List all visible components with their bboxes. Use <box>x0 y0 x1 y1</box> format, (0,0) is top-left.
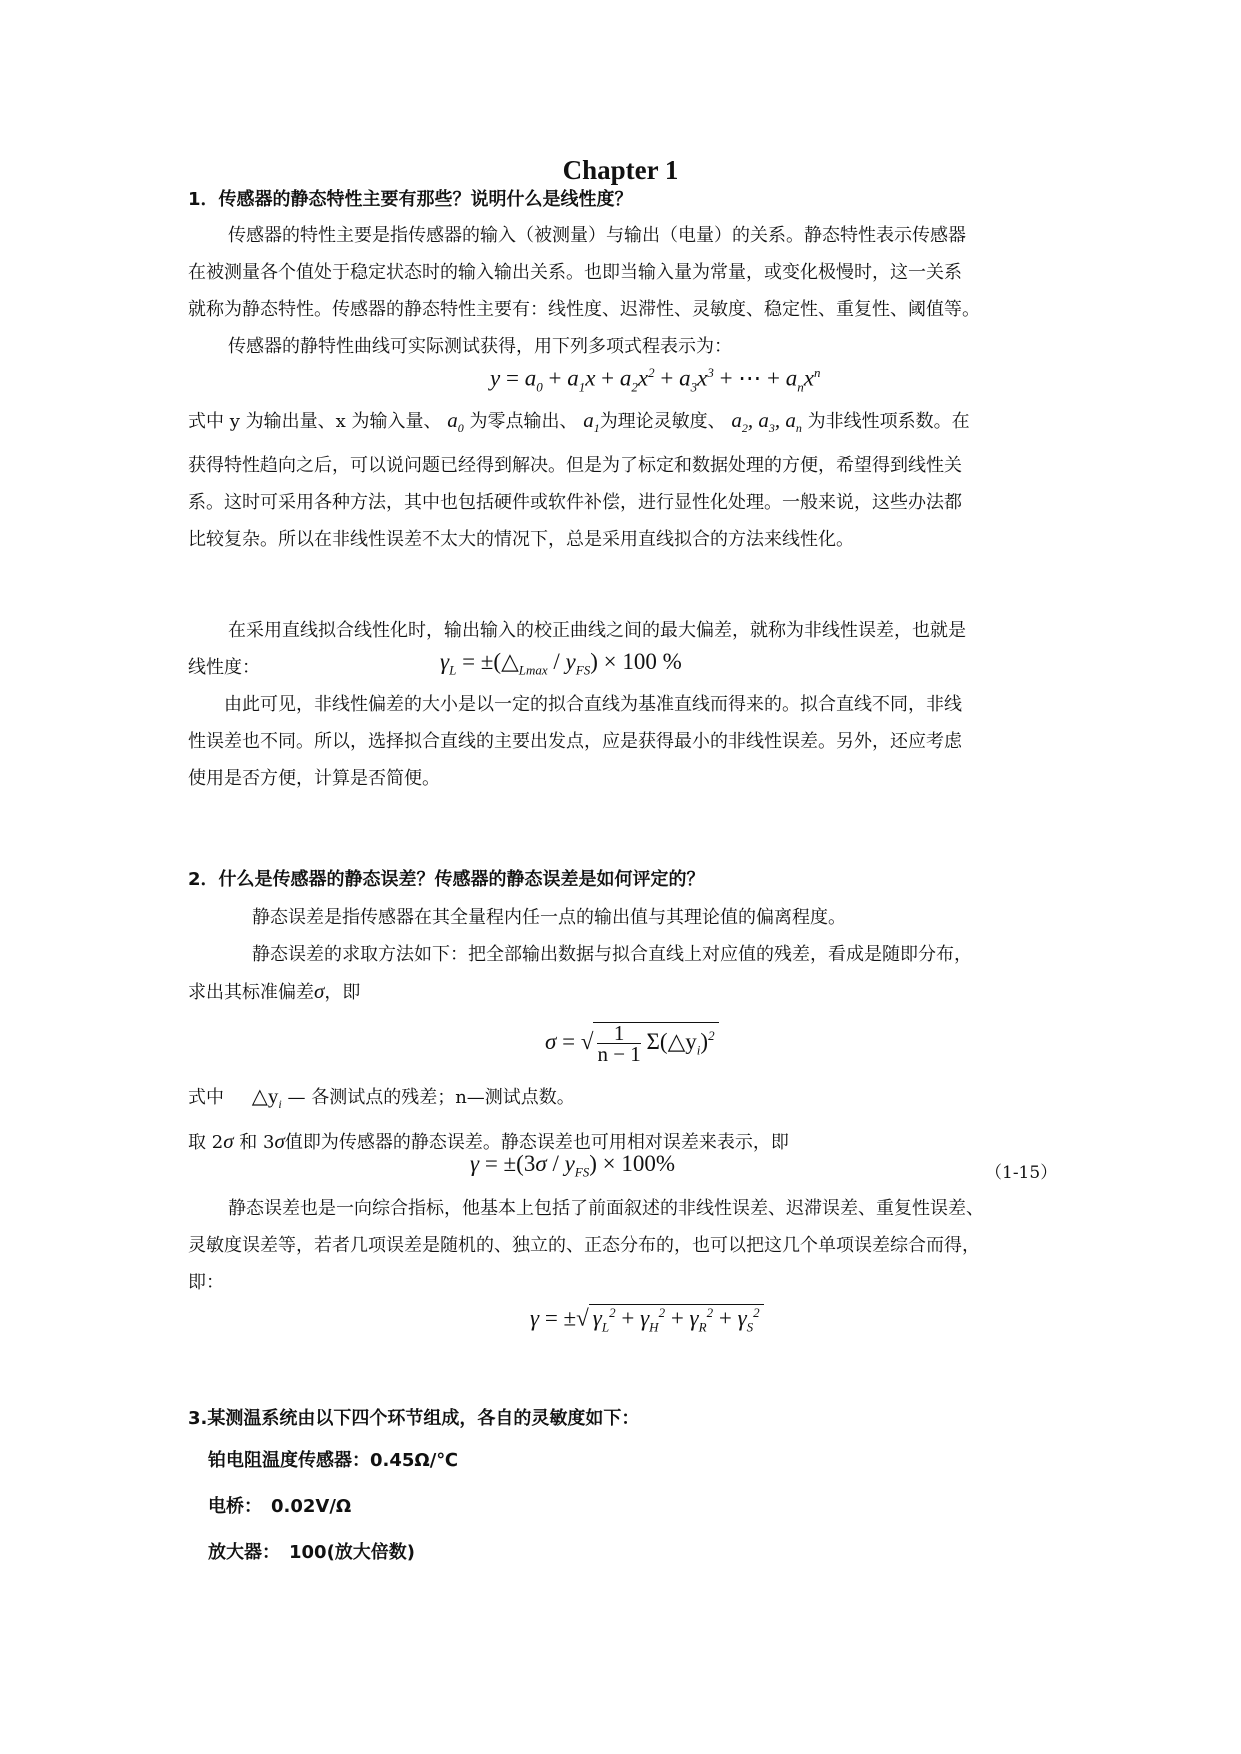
polynomial-equation: $y = a_0 + a_1x + a_2x^2 + a_3x^3$ + ⋯ + $a_nx^n$ <box>490 365 821 395</box>
text-span: 式中 y 为输出量、x 为输入量、 <box>188 411 442 432</box>
math-delta-y: $\triangle y_i$ <box>251 1084 282 1112</box>
text-span: — 各测试点的残差；n—测试点数。 <box>287 1087 575 1108</box>
question-3-heading: 3.某测温系统由以下四个环节组成，各自的灵敏度如下： <box>188 1408 640 1429</box>
q1-paragraph-1 <box>188 217 1128 328</box>
text-line: 传感器的静特性曲线可实际测试获得，用下列多项式程表示为： <box>228 336 732 357</box>
text-line: 传感器的特性主要是指传感器的输入（被测量）与输出（电量）的关系。静态特性表示传感器 <box>228 225 966 246</box>
text-line <box>188 973 1128 1011</box>
linearity-equation: $\gamma_L$ = $\pm(\triangle_{Lmax} / y_{FS}) \times 100$ % <box>440 649 682 678</box>
text-span: 为理论灵敏度、 <box>599 411 726 432</box>
text-line: 就称为静态特性。传感器的静态特性主要有：线性度、迟滞性、灵敏度、稳定性、重复性、阈值等。 <box>188 299 980 320</box>
question-1-heading: 1．传感器的静态特性主要有那些？说明什么是线性度？ <box>188 189 633 210</box>
text-span: 式中 <box>188 1087 224 1108</box>
std-deviation-equation: σ = √ $\frac{1}{n - 1}$ $\Sigma(\triangle y_i)^2$ <box>545 1022 719 1064</box>
text-line: 在被测量各个值处于稳定状态时的输入输出关系。也即当输入量为常量，或变化极慢时，这一关系 <box>188 262 962 283</box>
text-line: 使用是否方便，计算是否简便。 <box>188 768 440 789</box>
q2-paragraph-5 <box>188 1190 1128 1301</box>
chapter-title: Chapter 1 <box>562 155 679 185</box>
q1-paragraph-3 <box>188 402 1128 558</box>
q3-items <box>188 1438 1128 1576</box>
text-span: 为非线性项系数。在 <box>807 411 970 432</box>
text-line: 性误差也不同。所以，选择拟合直线的主要出发点，应是获得最小的非线性误差。另外，还应考虑 <box>188 731 962 752</box>
math-sigma: σ <box>274 1129 285 1154</box>
relative-error-equation: $\gamma = \pm(3\sigma / y_{FS}) \times 100\%$ <box>470 1151 676 1180</box>
text-line <box>188 1078 1128 1123</box>
text-line: 由此可见，非线性偏差的大小是以一定的拟合直线为基准直线而得来的。拟合直线不同，非线 <box>224 694 962 715</box>
text-span: 为零点输出、 <box>469 411 578 432</box>
math-a0: $a_0$ <box>447 408 464 436</box>
text-span: 和 3 <box>239 1132 275 1154</box>
text-line: 即： <box>188 1272 224 1293</box>
text-span: 求出其标准偏差 <box>188 982 314 1003</box>
text-line: 系。这时可采用各种方法，其中也包括硬件或软件补偿，进行显性化处理。一般来说，这些办法都 <box>188 492 962 514</box>
text-span: 取 2 <box>188 1132 224 1154</box>
list-item: 电桥： 0.02V/Ω <box>208 1496 352 1517</box>
text-line: 在采用直线拟合线性化时，输出输入的校正曲线之间的最大偏差，就称为非线性误差，也就是 <box>228 620 966 641</box>
text-line: 静态误差也是一向综合指标，他基本上包括了前面叙述的非线性误差、迟滞误差、重复性误差、 <box>228 1198 984 1219</box>
math-sigma: σ <box>314 979 325 1003</box>
list-item: 铂电阻温度传感器：0.45Ω/℃ <box>208 1450 459 1471</box>
math-a1: $a_1$ <box>583 408 600 436</box>
combined-error-equation: γ = ±√ $\gamma_L^2 + \gamma_H^2 + \gamma_R^2 + \gamma_S^2$ <box>530 1304 764 1335</box>
text-line: 灵敏度误差等，若者几项误差是随机的、独立的、正态分布的，也可以把这几个单项误差综合而得， <box>188 1235 980 1256</box>
q1-paragraph-5 <box>188 686 1128 797</box>
text-line: 静态误差的求取方法如下：把全部输出数据与拟合直线上对应值的残差，看成是随即分布， <box>252 944 972 965</box>
text-line: 线性度： <box>188 657 260 678</box>
question-2-heading: 2．什么是传感器的静态误差？传感器的静态误差是如何评定的？ <box>188 869 705 890</box>
equation-number: （1-15） <box>985 1163 1058 1183</box>
text-line: 静态误差是指传感器在其全量程内任一点的输出值与其理论值的偏离程度。 <box>252 907 846 928</box>
text-line <box>188 402 1128 447</box>
list-item: 放大器： 100(放大倍数) <box>208 1542 416 1563</box>
text-span: 值即为传感器的静态误差。静态误差也可用相对误差来表示，即 <box>284 1132 789 1154</box>
q1-paragraph-2 <box>188 328 1128 365</box>
text-line: 比较复杂。所以在非线性误差不太大的情况下，总是采用直线拟合的方法来线性化。 <box>188 529 854 551</box>
q2-paragraph-1 <box>188 899 1128 1011</box>
math-sigma: σ <box>223 1129 234 1154</box>
text-span: ，即 <box>324 982 361 1003</box>
text-line: 获得特性趋向之后，可以说问题已经得到解决。但是为了标定和数据处理的方便，希望得到线性关 <box>188 455 962 477</box>
q2-paragraph-3 <box>188 1078 1128 1161</box>
math-an: $a_2$, $a_3$, $a_n$ <box>731 408 802 436</box>
